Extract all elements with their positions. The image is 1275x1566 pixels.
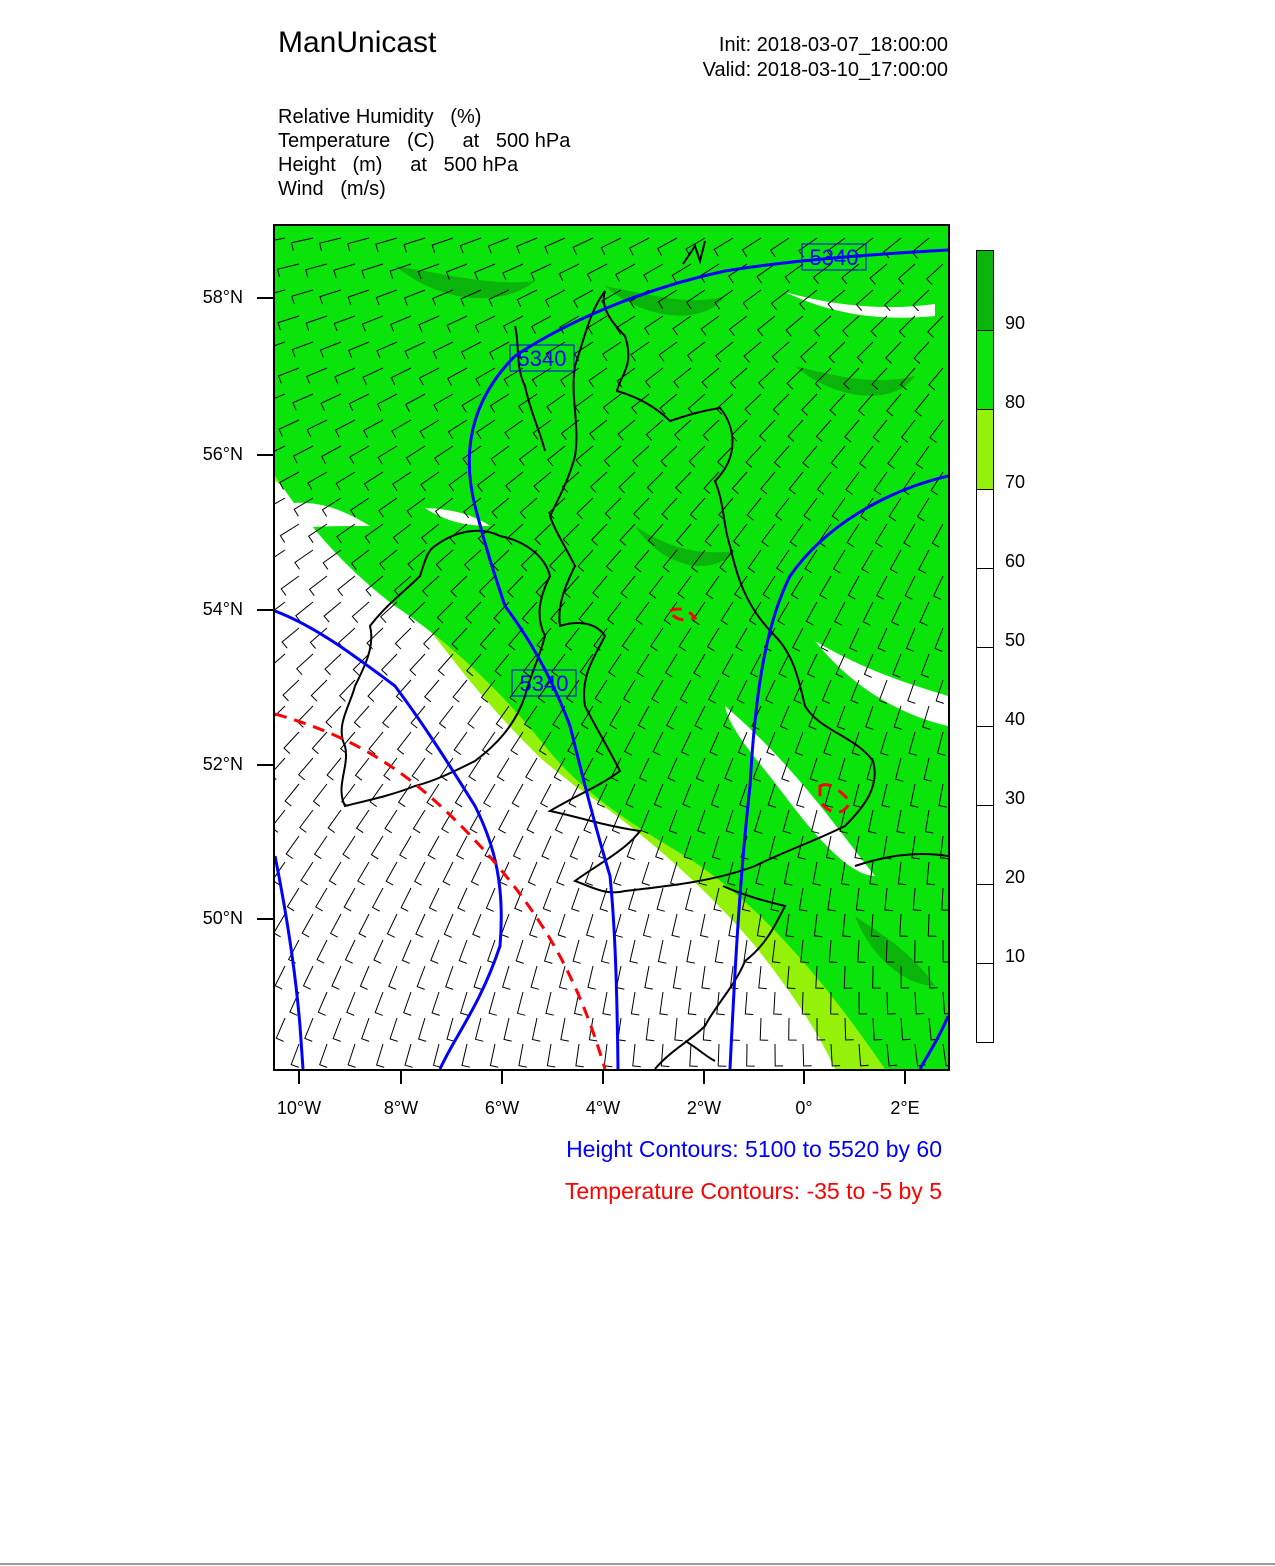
lat-tick	[257, 918, 273, 920]
colorbar-segment	[977, 330, 993, 409]
lon-label: 8°W	[383, 1098, 419, 1118]
colorbar-divider	[977, 647, 993, 648]
lon-label: 0°	[795, 1098, 813, 1118]
lon-label: 10°W	[276, 1098, 322, 1118]
colorbar-divider	[977, 489, 993, 490]
field-name: Temperature	[278, 130, 391, 152]
lat-label: 52°N	[202, 754, 243, 774]
lat-label: 56°N	[202, 444, 243, 464]
field-name: Relative Humidity	[278, 106, 434, 128]
map-title: ManUnicast	[278, 26, 437, 59]
colorbar-label: 80	[1005, 392, 1026, 412]
height-contour-note: Height Contours: 5100 to 5520 by 60	[566, 1136, 942, 1162]
field-name: Wind	[278, 178, 324, 200]
lon-tick	[602, 1070, 604, 1084]
lon-tick	[501, 1070, 503, 1084]
lon-tick	[703, 1070, 705, 1084]
field-temperature	[278, 129, 570, 153]
colorbar-divider	[977, 963, 993, 964]
colorbar-divider	[977, 409, 993, 410]
colorbar-divider	[977, 805, 993, 806]
lat-label: 50°N	[202, 908, 243, 928]
page-bottom-rule	[0, 1563, 1275, 1565]
wind-barb	[438, 654, 453, 676]
colorbar-segment	[977, 409, 993, 489]
field-wind	[278, 177, 570, 201]
colorbar-divider	[977, 568, 993, 569]
field-list	[278, 105, 570, 201]
colorbar-divider	[977, 884, 993, 885]
lon-label: 4°W	[585, 1098, 621, 1118]
lon-tick	[400, 1070, 402, 1084]
map-canvas	[275, 226, 948, 1069]
lon-label: 2°E	[890, 1098, 920, 1118]
height-contour-label: 5340	[517, 346, 567, 371]
valid-time: Valid: 2018-03-10_17:00:00	[702, 59, 948, 81]
field-level: at 500 hPa	[410, 154, 519, 176]
field-unit: (m/s)	[340, 178, 386, 200]
humidity-colorbar	[976, 250, 994, 1043]
map-panel	[273, 224, 950, 1071]
colorbar-divider	[977, 726, 993, 727]
colorbar-segment	[977, 251, 993, 330]
colorbar-label: 20	[1005, 867, 1026, 887]
colorbar-label: 30	[1005, 788, 1026, 808]
colorbar-label: 40	[1005, 709, 1026, 729]
lat-label: 54°N	[202, 599, 243, 619]
height-contour-label: 5340	[519, 671, 569, 696]
lon-tick	[298, 1070, 300, 1084]
colorbar-label: 70	[1005, 472, 1026, 492]
colorbar-label: 10	[1005, 946, 1026, 966]
wind-barb	[338, 576, 355, 596]
colorbar-label: 90	[1005, 313, 1026, 333]
lon-tick	[904, 1070, 906, 1084]
field-unit: (%)	[450, 106, 482, 128]
lat-tick	[257, 764, 273, 766]
temperature-contour-note: Temperature Contours: -35 to -5 by 5	[564, 1178, 942, 1204]
init-time: Init: 2018-03-07_18:00:00	[718, 34, 948, 56]
lon-tick	[803, 1070, 805, 1084]
height-contour-label: 5340	[809, 245, 859, 270]
colorbar-label: 50	[1005, 630, 1026, 650]
lat-tick	[257, 297, 273, 299]
colorbar-label: 60	[1005, 551, 1026, 571]
lon-label: 6°W	[484, 1098, 520, 1118]
field-unit: (m)	[352, 154, 383, 176]
field-unit: (C)	[406, 130, 435, 152]
field-relative-humidity	[278, 105, 570, 129]
colorbar-divider	[977, 330, 993, 331]
lat-label: 58°N	[202, 287, 243, 307]
field-level: at 500 hPa	[462, 130, 571, 152]
lon-label: 2°W	[686, 1098, 722, 1118]
field-height	[278, 153, 570, 177]
lat-tick	[257, 609, 273, 611]
lat-tick	[257, 454, 273, 456]
field-name: Height	[278, 154, 336, 176]
